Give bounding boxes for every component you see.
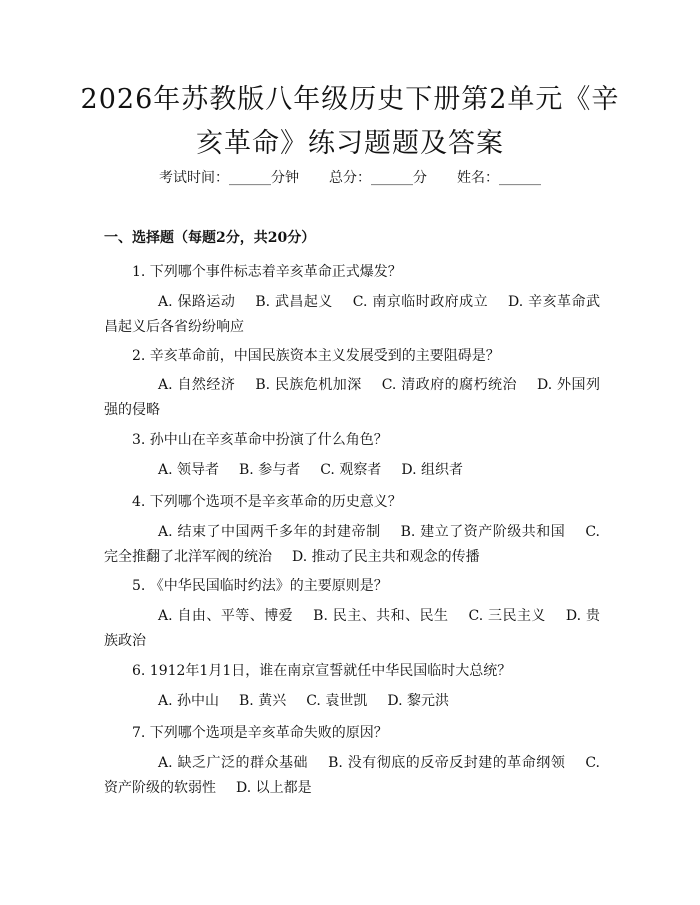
- option-c: C. 资产阶级的软弱性: [104, 755, 600, 796]
- exam-info-line: [0, 168, 700, 188]
- option-b: B. 民族危机加深: [255, 377, 362, 393]
- option-a: A. 保路运动: [158, 294, 236, 310]
- question-stem: 5. 《中华民国临时约法》的主要原则是？: [132, 578, 388, 594]
- option-a: A. 孙中山: [158, 693, 220, 709]
- total-score-field: 总分：______分: [329, 170, 427, 186]
- option-c: C. 三民主义: [468, 608, 546, 624]
- option-a: A. 结束了中国两千多年的封建帝制: [158, 524, 381, 540]
- question-options: [104, 290, 600, 340]
- question-stem: 4. 下列哪个选项不是辛亥革命的历史意义？: [132, 494, 402, 510]
- question-stem: 7. 下列哪个选项是辛亥革命失败的原因？: [132, 725, 388, 741]
- option-b: B. 参与者: [239, 462, 301, 478]
- option-b: B. 黄兴: [239, 693, 287, 709]
- option-a: A. 领导者: [158, 462, 220, 478]
- option-d: D. 外国列强的侵略: [104, 377, 600, 418]
- option-b: B. 民主、共和、民生: [313, 608, 449, 624]
- question-stem: 2. 辛亥革命前，中国民族资本主义发展受到的主要阻碍是？: [132, 348, 500, 364]
- option-d: D. 贵族政治: [104, 608, 600, 649]
- name-field: 姓名：______: [457, 170, 541, 186]
- option-c: C. 袁世凯: [306, 693, 368, 709]
- question-options: [104, 751, 600, 801]
- option-b: B. 武昌起义: [255, 294, 333, 310]
- option-d: D. 辛亥革命武昌起义后各省纷纷响应: [104, 294, 600, 335]
- option-a: A. 自由、平等、博爱: [158, 608, 294, 624]
- option-d: D. 黎元洪: [387, 693, 449, 709]
- question-stem: 1. 下列哪个事件标志着辛亥革命正式爆发？: [132, 264, 402, 280]
- question-options: [104, 458, 600, 483]
- question-options: [104, 520, 600, 570]
- option-b: B. 建立了资产阶级共和国: [400, 524, 566, 540]
- option-a: A. 自然经济: [158, 377, 236, 393]
- exam-time-field: 考试时间：______分钟: [159, 170, 299, 186]
- option-a: A. 缺乏广泛的群众基础: [158, 755, 309, 771]
- option-d: D. 组织者: [401, 462, 463, 478]
- option-b: B. 没有彻底的反帝反封建的革命纲领: [328, 755, 566, 771]
- option-c: C. 观察者: [320, 462, 382, 478]
- question-options: [104, 373, 600, 423]
- option-d: D. 以上都是: [236, 780, 312, 796]
- question-options: [104, 604, 600, 654]
- document-title: 2026年苏教版八年级历史下册第2单元《辛亥革命》练习题题及答案: [80, 84, 620, 159]
- option-c: C. 完全推翻了北洋军阀的统治: [104, 524, 600, 565]
- option-c: C. 南京临时政府成立: [352, 294, 489, 310]
- question-stem: 3. 孙中山在辛亥革命中扮演了什么角色？: [132, 432, 388, 448]
- question-options: [104, 689, 600, 714]
- section-heading: 一、选择题（每题2分，共20分）: [104, 230, 316, 246]
- option-d: D. 推动了民主共和观念的传播: [292, 549, 480, 565]
- question-stem: 6. 1912年1月1日，谁在南京宣誓就任中华民国临时大总统？: [132, 663, 512, 679]
- option-c: C. 清政府的腐朽统治: [381, 377, 517, 393]
